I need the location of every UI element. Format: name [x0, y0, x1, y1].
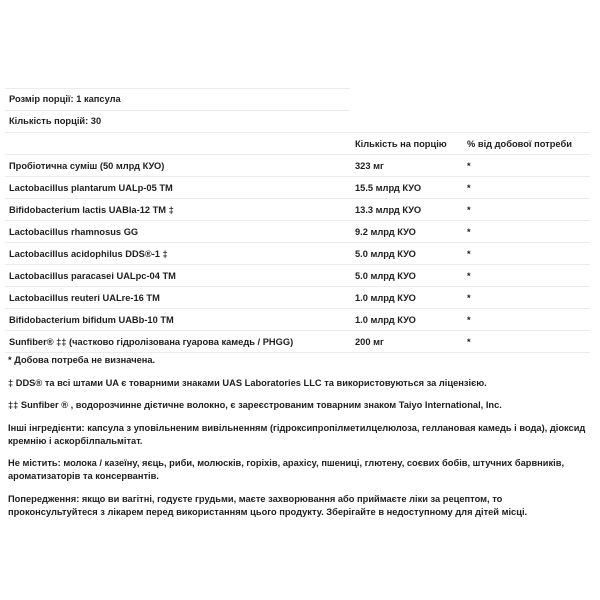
ingredient-name: Lactobacillus rhamnosus GG: [5, 221, 351, 243]
table-header-row: [5, 133, 590, 155]
table-row: [5, 221, 590, 243]
amount-per-serving: 200 мг: [351, 331, 463, 353]
table-row: [5, 177, 590, 199]
table-row: [5, 265, 590, 287]
table-row: [5, 331, 590, 353]
header-daily-value: % від добової потреби: [463, 133, 590, 155]
supplement-facts-table: [5, 132, 590, 353]
note-warning: Попередження: якщо ви вагітні, годуєте грудьми, маєте захворювання або приймаєте ліки за рецептом, то проконсультуйтеся з лікарем перед використанням цього продукту. Зберігайте в недоступному для дітей місці.: [8, 493, 528, 517]
amount-per-serving: 323 мг: [351, 155, 463, 177]
amount-per-serving: 9.2 млрд КУО: [351, 221, 463, 243]
daily-value: *: [463, 155, 590, 177]
amount-per-serving: 15.5 млрд КУО: [351, 177, 463, 199]
ingredient-name: Lactobacillus plantarum UALp-05 TM: [5, 177, 351, 199]
servings-count: Кількість порцій: 30: [5, 110, 350, 132]
note-trademark-sunfiber: ‡‡ Sunfiber ® , водорозчинне дієтичне волокно, є зареєстрованим товарним знаком Taiyo International, Inc.: [8, 400, 502, 410]
table-row: [5, 309, 590, 331]
daily-value: *: [463, 199, 590, 221]
ingredient-name: Sunfiber® ‡‡ (частково гідролізована гуарова камедь / PHGG): [5, 331, 351, 353]
daily-value: *: [463, 221, 590, 243]
note-other-ingredients: Інші інгредієнти: капсула з уповільненим вивільненням (гідроксипропілметилцелюлоза, геллановая камедь і вода), діоксид кремнію і аскорбілпальмітат.: [8, 422, 586, 446]
daily-value: *: [463, 265, 590, 287]
ingredient-name: Bifidobacterium lactis UABla-12 TM ‡: [5, 199, 351, 221]
notes: [8, 354, 593, 528]
daily-value: *: [463, 331, 590, 353]
note-free-from: Не містить: молока / казеїну, яєць, риби, молюсків, горіхів, арахісу, пшениці, глютену, соєвих бобів, штучних барвників, ароматизаторів та консервантів.: [8, 458, 565, 481]
amount-per-serving: 13.3 млрд КУО: [351, 199, 463, 221]
ingredient-name: Lactobacillus acidophilus DDS®-1 ‡: [5, 243, 351, 265]
note-daily-value: * Добова потреба не визначена.: [8, 355, 156, 365]
amount-per-serving: 5.0 млрд КУО: [351, 243, 463, 265]
table-row: [5, 155, 590, 177]
daily-value: *: [463, 243, 590, 265]
ingredient-name: Lactobacillus paracasei UALpc-04 TM: [5, 265, 351, 287]
daily-value: *: [463, 177, 590, 199]
table-row: [5, 287, 590, 309]
amount-per-serving: 5.0 млрд КУО: [351, 265, 463, 287]
amount-per-serving: 1.0 млрд КУО: [351, 287, 463, 309]
header-ingredient: [5, 133, 351, 155]
table-row: [5, 199, 590, 221]
ingredient-name: Lactobacillus reuteri UALre-16 TM: [5, 287, 351, 309]
ingredient-name: Пробіотична суміш (50 млрд КУО): [5, 155, 351, 177]
table-row: [5, 243, 590, 265]
header-amount: Кількість на порцію: [351, 133, 463, 155]
amount-per-serving: 1.0 млрд КУО: [351, 309, 463, 331]
daily-value: *: [463, 309, 590, 331]
daily-value: *: [463, 287, 590, 309]
serving-size: Розмір порції: 1 капсула: [5, 88, 350, 110]
note-trademark-uas: ‡ DDS® та всі штами UA є товарними знаками UAS Laboratories LLC та використовуються за ліцензією.: [8, 377, 487, 388]
ingredient-name: Bifidobacterium bifidum UABb-10 TM: [5, 309, 351, 331]
